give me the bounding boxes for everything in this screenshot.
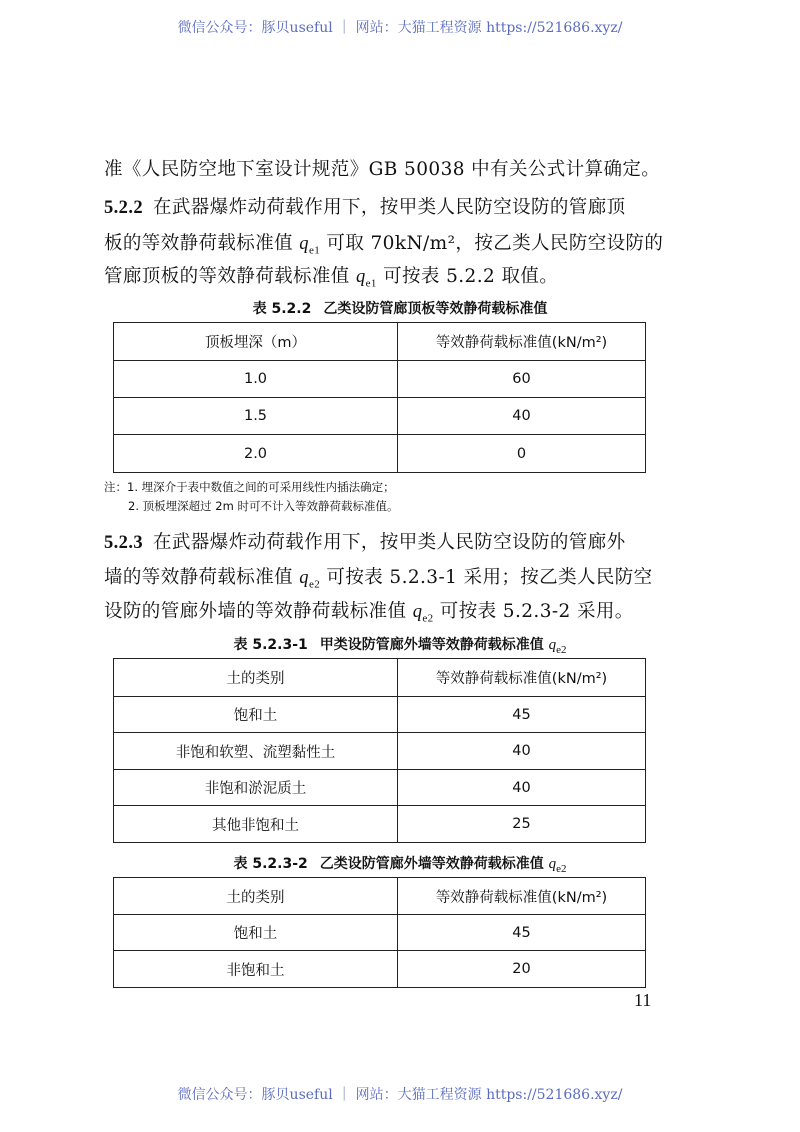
table-cell: 其他非饱和土 bbox=[114, 806, 398, 843]
table-5-2-3-1-caption: 表 5.2.3-1 甲类设防管廊外墙等效静荷载标准值 $q_{e2}$ bbox=[233, 637, 567, 656]
section-text: 管廊顶板的等效静荷载标准值 bbox=[104, 266, 356, 287]
table-cell: 饱和土 bbox=[114, 915, 398, 951]
header-cell: 土的类别 bbox=[114, 659, 398, 697]
table-cell: 40 bbox=[398, 770, 646, 806]
table-row bbox=[114, 806, 646, 843]
table-header-row bbox=[114, 878, 646, 915]
section-5-2-2-line1 bbox=[104, 193, 626, 219]
table-row bbox=[114, 435, 646, 473]
table-5-2-2 bbox=[113, 322, 646, 473]
section-5-2-3-line2 bbox=[104, 563, 653, 591]
table-cell: 非饱和土 bbox=[114, 951, 398, 988]
symbol-qe1: $q_{e1}$ bbox=[355, 267, 377, 290]
header-cell: 等效静荷载标准值(kN/m²) bbox=[398, 878, 646, 915]
table-cell: 45 bbox=[398, 697, 646, 733]
table-cell: 非饱和软塑、流塑黏性土 bbox=[114, 733, 398, 770]
header-cell: 等效静荷载标准值(kN/m²) bbox=[398, 323, 646, 361]
table-cell: 非饱和淤泥质土 bbox=[114, 770, 398, 806]
table-row bbox=[114, 951, 646, 988]
table-row bbox=[114, 770, 646, 806]
section-text: 可取 70kN/m²，按乙类人民防空设防的 bbox=[320, 233, 664, 254]
table-row bbox=[114, 697, 646, 733]
section-number: 5.2.3 bbox=[104, 533, 143, 553]
section-text: 在武器爆炸动荷载作用下，按甲类人民防空设防的管廊外 bbox=[153, 532, 626, 553]
header-cell: 等效静荷载标准值(kN/m²) bbox=[398, 659, 646, 697]
section-5-2-3-line3 bbox=[104, 597, 634, 625]
table-cell: 25 bbox=[398, 806, 646, 843]
table-row bbox=[114, 915, 646, 951]
section-text: 可按表 5.2.2 取值。 bbox=[376, 266, 559, 287]
table-cell: 40 bbox=[398, 733, 646, 770]
table-cell: 1.5 bbox=[114, 398, 398, 435]
section-number: 5.2.2 bbox=[104, 198, 143, 218]
table-5-2-3-2 bbox=[113, 877, 646, 988]
table-header-row bbox=[114, 323, 646, 361]
symbol-qe1: $q_{e1}$ bbox=[299, 234, 321, 257]
section-text: 设防的管廊外墙的等效静荷载标准值 bbox=[104, 601, 413, 622]
header-cell: 土的类别 bbox=[114, 878, 398, 915]
table-5-2-3-2-caption: 表 5.2.3-2 乙类设防管廊外墙等效静荷载标准值 $q_{e2}$ bbox=[233, 856, 567, 875]
table-header-row bbox=[114, 659, 646, 697]
table-cell: 45 bbox=[398, 915, 646, 951]
paragraph-line: 准《人民防空地下室设计规范》GB 50038 中有关公式计算确定。 bbox=[104, 159, 661, 180]
header-cell: 顶板埋深（m） bbox=[114, 323, 398, 361]
table-5-2-2-caption: 表 5.2.2 乙类设防管廊顶板等效静荷载标准值 bbox=[252, 301, 548, 317]
table-cell: 0 bbox=[398, 435, 646, 473]
section-text: 可按表 5.2.3-2 采用。 bbox=[433, 601, 634, 622]
table-row bbox=[114, 398, 646, 435]
table-cell: 1.0 bbox=[114, 361, 398, 398]
section-text: 墙的等效静荷载标准值 bbox=[104, 567, 300, 588]
table-cell: 2.0 bbox=[114, 435, 398, 473]
section-text: 在武器爆炸动荷载作用下，按甲类人民防空设防的管廊顶 bbox=[153, 197, 626, 218]
section-5-2-2-line2 bbox=[104, 229, 663, 257]
symbol-qe2: $q_{e2}$ bbox=[299, 568, 321, 591]
table-cell: 20 bbox=[398, 951, 646, 988]
section-5-2-2-line3 bbox=[104, 262, 558, 290]
table-5-2-3-1 bbox=[113, 658, 646, 843]
table-cell: 60 bbox=[398, 361, 646, 398]
table-notes bbox=[104, 478, 398, 516]
note-1: 注：1. 埋深介于表中数值之间的可采用线性内插法确定； bbox=[104, 480, 395, 494]
table-row bbox=[114, 361, 646, 398]
note-2: 2. 顶板埋深超过 2m 时可不计入等效静荷载标准值。 bbox=[128, 499, 399, 513]
watermark-top: 微信公众号：豚贝useful ｜ 网站：大猫工程资源 https://521686.xyz/ bbox=[177, 20, 623, 36]
page-number: 11 bbox=[634, 990, 652, 1010]
table-row bbox=[114, 733, 646, 770]
section-text: 可按表 5.2.3-1 采用；按乙类人民防空 bbox=[320, 567, 653, 588]
section-5-2-3-line1 bbox=[104, 528, 626, 554]
symbol-qe2: $q_{e2}$ bbox=[412, 602, 434, 625]
table-cell: 40 bbox=[398, 398, 646, 435]
table-cell: 饱和土 bbox=[114, 697, 398, 733]
watermark-bottom: 微信公众号：豚贝useful ｜ 网站：大猫工程资源 https://521686.xyz/ bbox=[177, 1087, 623, 1103]
section-text: 板的等效静荷载标准值 bbox=[104, 233, 300, 254]
